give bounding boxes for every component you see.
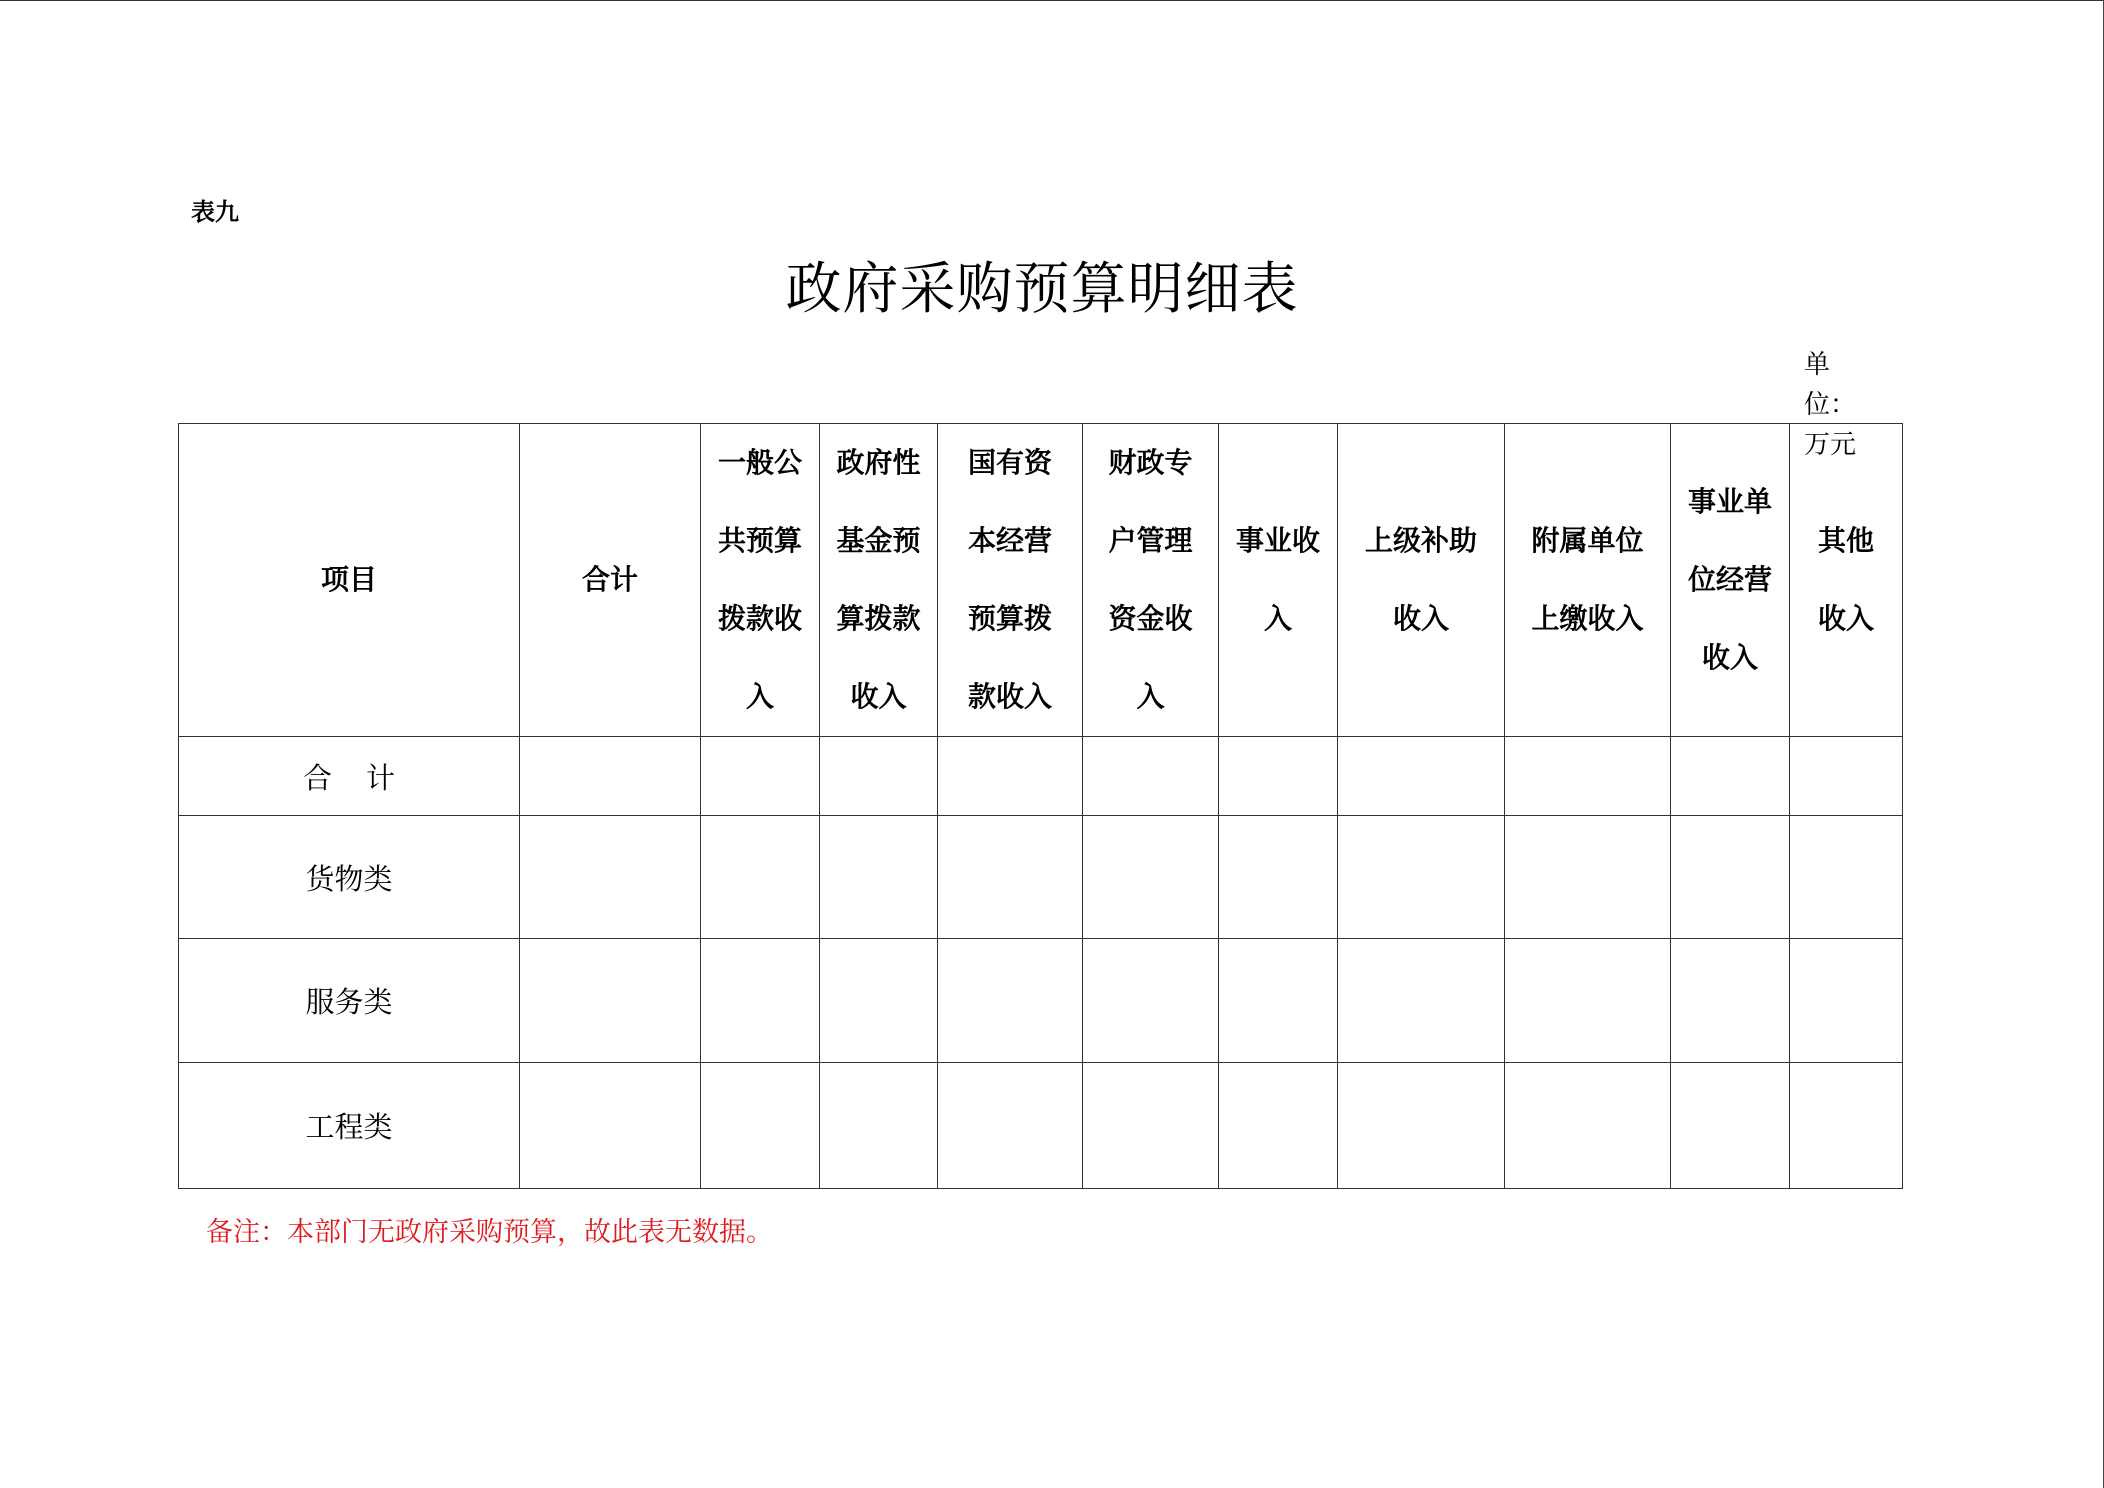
table-cell (1671, 939, 1790, 1063)
header-cell-total: 合计 (520, 424, 701, 737)
table-cell (520, 1063, 701, 1189)
unit-label: 单位：万元 (1804, 350, 1857, 460)
table-cell (1219, 939, 1338, 1063)
table-cell (701, 816, 820, 939)
row-label-total: 合计 (179, 737, 520, 816)
table-cell (1083, 737, 1219, 816)
table-cell (520, 816, 701, 939)
footnote: 备注：本部门无政府采购预算，故此表无数据。 (206, 1217, 773, 1248)
table-cell (1671, 1063, 1790, 1189)
row-label-services: 服务类 (179, 939, 520, 1063)
header-cell-affiliate-remit: 附属单位上缴收入 (1505, 424, 1671, 737)
table-cell (1083, 939, 1219, 1063)
table-cell (1219, 737, 1338, 816)
header-cell-item: 项目 (179, 424, 520, 737)
table-cell (1505, 1063, 1671, 1189)
header-cell-gov-fund: 政府性基金预算拨款收入 (820, 424, 938, 737)
table-cell (938, 939, 1083, 1063)
header-cell-general-budget: 一般公共预算拨款收入 (701, 424, 820, 737)
table-cell (1338, 737, 1505, 816)
table-cell (1338, 816, 1505, 939)
table-cell (1338, 939, 1505, 1063)
table-cell (1505, 737, 1671, 816)
table-cell (1505, 816, 1671, 939)
procurement-budget-table (178, 423, 1903, 1189)
table-cell (701, 1063, 820, 1189)
row-label-goods: 货物类 (179, 816, 520, 939)
table-cell (701, 737, 820, 816)
header-cell-state-capital: 国有资本经营预算拨款收入 (938, 424, 1083, 737)
table-cell (820, 816, 938, 939)
table-cell (1083, 1063, 1219, 1189)
table-row (179, 816, 1903, 939)
header-cell-other-income: 其他收入 (1790, 424, 1903, 737)
table-number: 表九 (191, 198, 239, 226)
table-cell (1790, 1063, 1903, 1189)
table-cell (1671, 737, 1790, 816)
table-cell (938, 1063, 1083, 1189)
table-cell (938, 816, 1083, 939)
table-cell (1083, 816, 1219, 939)
table-cell (701, 939, 820, 1063)
table-cell (820, 737, 938, 816)
table-cell (520, 737, 701, 816)
page-top-edge (0, 0, 2104, 1)
table-cell (820, 1063, 938, 1189)
table-cell (1790, 816, 1903, 939)
table-cell (1671, 816, 1790, 939)
table-cell (938, 737, 1083, 816)
header-cell-superior-subsidy: 上级补助收入 (1338, 424, 1505, 737)
header-cell-operating-income: 事业单位经营收入 (1671, 424, 1790, 737)
table-cell (1790, 737, 1903, 816)
row-label-engineering: 工程类 (179, 1063, 520, 1189)
header-cell-business-income: 事业收入 (1219, 424, 1338, 737)
table-cell (520, 939, 701, 1063)
table-cell (1219, 1063, 1338, 1189)
page-title: 政府采购预算明细表 (785, 257, 1299, 322)
table-header-row (179, 424, 1903, 737)
table-cell (1338, 1063, 1505, 1189)
table-cell (1790, 939, 1903, 1063)
table-row (179, 939, 1903, 1063)
table-cell (1219, 816, 1338, 939)
table-cell (820, 939, 938, 1063)
table-row (179, 1063, 1903, 1189)
table-row (179, 737, 1903, 816)
table-cell (1505, 939, 1671, 1063)
header-cell-special-account: 财政专户管理资金收入 (1083, 424, 1219, 737)
